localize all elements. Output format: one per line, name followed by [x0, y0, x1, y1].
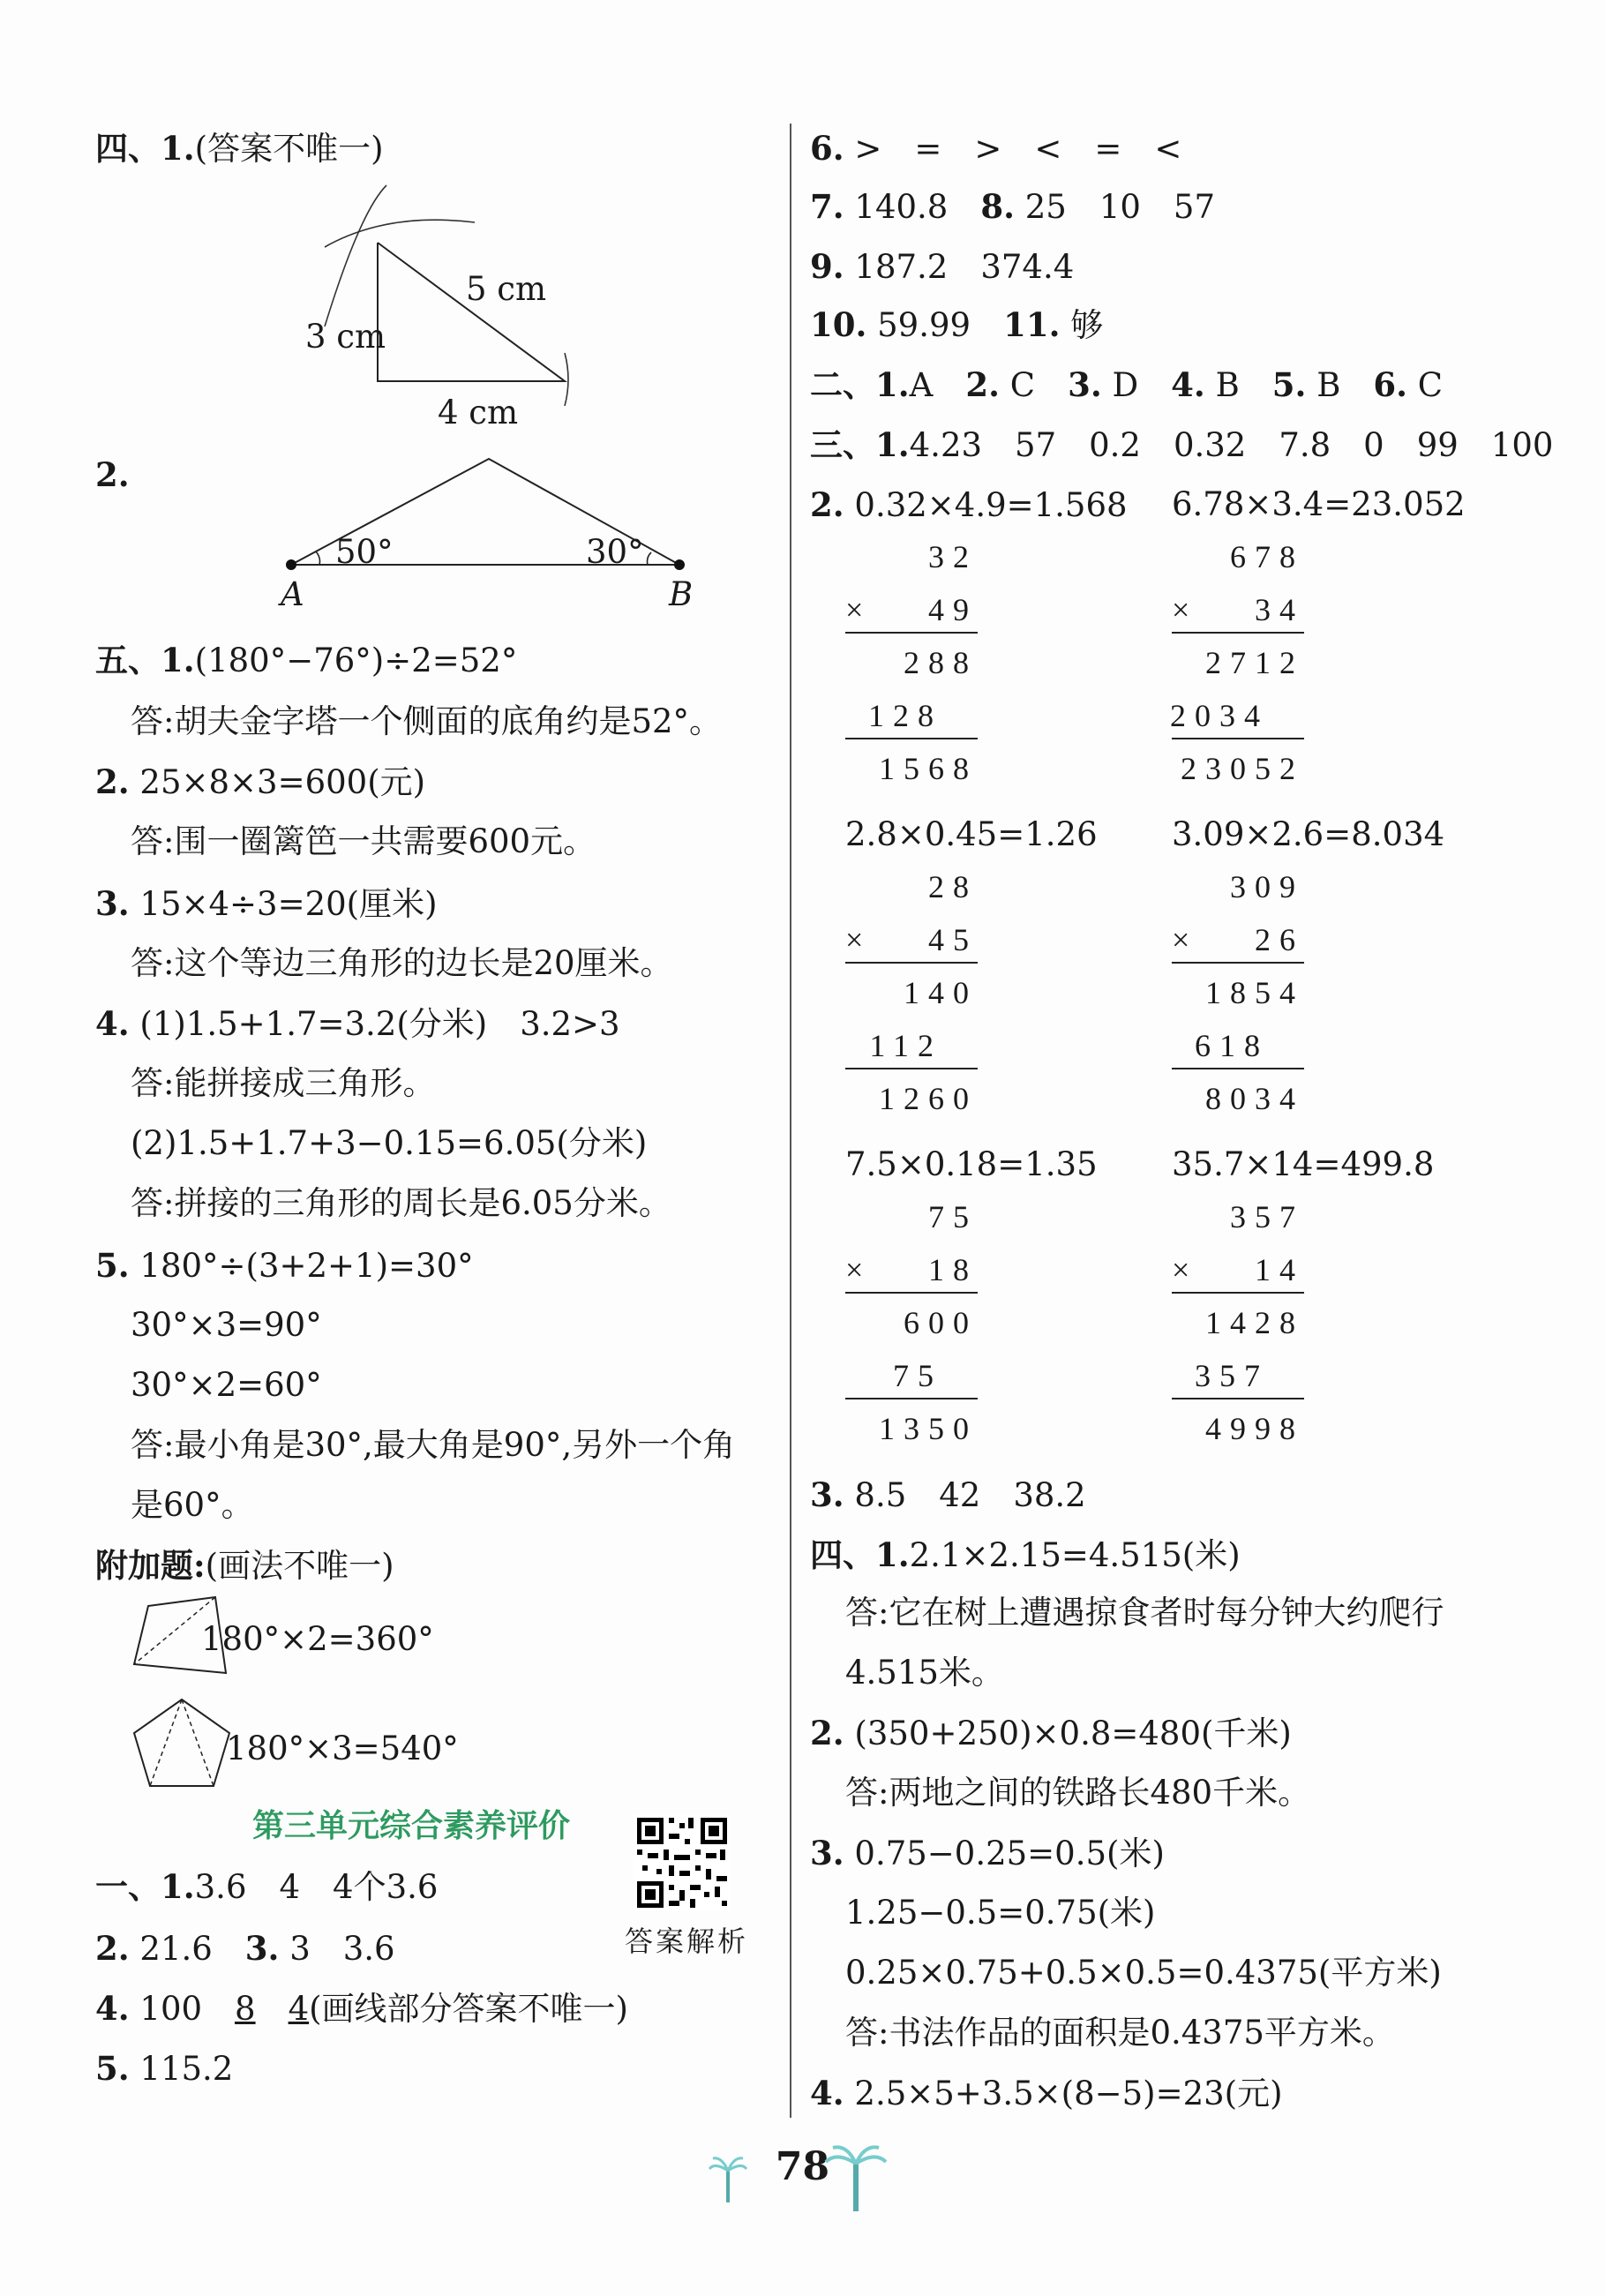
multiplier-row: 49	[928, 592, 978, 627]
digit-row: 357	[1230, 1199, 1304, 1234]
answer-text: 4.515米。	[845, 1654, 1004, 1692]
angle-a-label: 50°	[335, 533, 394, 571]
column-divider	[790, 124, 791, 2118]
digit-row: 1350	[879, 1411, 978, 1446]
calc-eq: 6.78×3.4=23.052	[1172, 485, 1466, 523]
q9: 9. 187.2 374.4	[810, 247, 1075, 286]
unit3-section-1-q1: 一、1.3.6 4 4个3.6	[95, 1867, 439, 1906]
section-3-q3: 3. 8.5 42 38.2	[810, 1475, 1086, 1514]
calc-rule-line	[845, 738, 978, 739]
digit-row: 32	[928, 539, 978, 574]
times-sign: ×	[1172, 922, 1190, 957]
section-4-q2: 2. (350+250)×0.8=480(千米)	[810, 1714, 1292, 1752]
section-5-q5: 5. 180°÷(3+2+1)=30°	[95, 1246, 474, 1285]
digit-row: 1568	[879, 751, 978, 786]
unit3-section-1-q4: 4. 100 8 4(画线部分答案不唯一)	[95, 1989, 628, 2028]
unit3-section-1-q5: 5. 115.2	[95, 2049, 234, 2088]
calc-rule-line	[845, 1068, 978, 1069]
calc-rule-line	[845, 1398, 978, 1399]
unit-title: 第三单元综合素养评价	[252, 1808, 571, 1844]
digit-row: 618	[1195, 1028, 1269, 1063]
answer-text: 答:能拼接成三角形。	[131, 1064, 436, 1102]
digit-row: 8034	[1205, 1081, 1304, 1116]
calc-rule-line	[1172, 1068, 1304, 1069]
digit-row: 678	[1230, 539, 1304, 574]
vertical-multiplication	[845, 1198, 978, 1481]
point-a-label: A	[281, 575, 304, 613]
section-5-q4: 4. (1)1.5+1.7=3.2(分米) 3.2>3	[95, 1004, 620, 1043]
expr-text: 30°×3=90°	[131, 1306, 322, 1344]
qr-label: 答案解析	[625, 1925, 749, 1958]
section-4-q4: 4. 2.5×5+3.5×(8−5)=23(元)	[810, 2074, 1283, 2112]
answer-text: 答:它在树上遭遇掠食者时每分钟大约爬行	[845, 1594, 1444, 1632]
vertical-multiplication	[845, 538, 978, 821]
tri1-vert-label: 3 cm	[305, 318, 386, 356]
digit-row: 309	[1230, 869, 1304, 904]
digit-row: 288	[904, 645, 978, 680]
expr-text: 30°×2=60°	[131, 1366, 322, 1404]
vertical-multiplication	[1172, 1198, 1304, 1481]
digit-row: 75	[893, 1358, 942, 1393]
page-number: 78	[775, 2144, 830, 2189]
times-sign: ×	[845, 592, 864, 627]
digit-row: 28	[928, 869, 978, 904]
calc-eq: 3.09×2.6=8.034	[1172, 815, 1445, 853]
multiplier-row: 26	[1255, 922, 1304, 957]
calc-rule-line	[1172, 962, 1304, 964]
answer-text: 答:胡夫金字塔一个侧面的底角约是52°。	[131, 702, 723, 740]
point-b-label: B	[669, 575, 694, 613]
answer-text: 答:书法作品的面积是0.4375平方米。	[845, 2014, 1395, 2052]
expr-text: (2)1.5+1.7+3−0.15=6.05(分米)	[131, 1124, 648, 1162]
calc-rule-line	[845, 962, 978, 964]
calc-eq: 35.7×14=499.8	[1172, 1145, 1435, 1183]
multiplier-row: 18	[928, 1252, 978, 1287]
vertical-multiplication	[1172, 868, 1304, 1151]
digit-row: 1260	[879, 1081, 978, 1116]
section-5-q3: 3. 15×4÷3=20(厘米)	[95, 884, 438, 923]
answer-text: 答:这个等边三角形的边长是20厘米。	[131, 944, 673, 982]
digit-row: 1854	[1205, 975, 1304, 1010]
multiplier-row: 45	[928, 922, 978, 957]
tri1-hyp-label: 5 cm	[466, 270, 547, 308]
vertical-multiplication	[845, 868, 978, 1151]
section-4-q3: 3. 0.75−0.25=0.5(米)	[810, 1834, 1165, 1872]
page-footer	[0, 2144, 1605, 2189]
section-4-q1: 四、1.(答案不唯一)	[95, 129, 384, 168]
expr-text: 1.25−0.5=0.75(米)	[845, 1894, 1156, 1932]
calc-rule-line	[845, 632, 978, 634]
times-sign: ×	[845, 922, 864, 957]
calc-rule-line	[1172, 738, 1304, 739]
answer-text: 答:拼接的三角形的周长是6.05分米。	[131, 1184, 671, 1222]
section-3-q2: 2. 0.32×4.9=1.568	[810, 485, 1128, 524]
digit-row: 357	[1195, 1358, 1269, 1393]
digit-row: 75	[928, 1199, 978, 1234]
q6: 6. > = > < = <	[810, 129, 1182, 168]
q10-q11: 10. 59.99 11. 够	[810, 305, 1104, 344]
answer-text: 答:两地之间的铁路长480千米。	[845, 1774, 1311, 1812]
tri1-horiz-label: 4 cm	[438, 394, 519, 431]
digit-row: 2712	[1205, 645, 1304, 680]
times-sign: ×	[1172, 1252, 1190, 1287]
angle-b-label: 30°	[586, 533, 644, 571]
q7-q8: 7. 140.8 8. 25 10 57	[810, 187, 1215, 226]
extra-question: 附加题:(画法不唯一)	[95, 1546, 394, 1585]
section-5-q2: 2. 25×8×3=600(元)	[95, 762, 426, 801]
multiplier-row: 34	[1255, 592, 1304, 627]
digit-row: 1428	[1205, 1305, 1304, 1340]
digit-row: 23052	[1181, 751, 1304, 786]
vertical-multiplication	[1172, 538, 1304, 821]
digit-row: 140	[904, 975, 978, 1010]
palm-tree-icon	[706, 2151, 750, 2204]
section-2-answers: 二、1.A 2. C 3. D 4. B 5. B 6. C	[810, 365, 1444, 404]
digit-row: 112	[869, 1028, 942, 1063]
answer-text: 是60°。	[131, 1486, 254, 1524]
calc-rule-line	[1172, 1398, 1304, 1399]
section-5-q1: 五、1.(180°−76°)÷2=52°	[95, 641, 518, 679]
section-3-q1: 三、1.4.23 57 0.2 0.32 7.8 0 99 100	[810, 425, 1554, 464]
extra-eq-1: 180°×2=360°	[201, 1620, 434, 1658]
calc-eq: 2.8×0.45=1.26	[845, 815, 1098, 853]
section-4-q1: 四、1.2.1×2.15=4.515(米)	[810, 1535, 1241, 1574]
times-sign: ×	[1172, 592, 1190, 627]
answer-text: 答:最小角是30°,最大角是90°,另外一个角	[131, 1426, 736, 1464]
digit-row: 2034	[1170, 698, 1269, 733]
times-sign: ×	[845, 1252, 864, 1287]
extra-eq-2: 180°×3=540°	[226, 1730, 459, 1767]
palm-tree-icon	[821, 2139, 891, 2213]
multiplier-row: 14	[1255, 1252, 1304, 1287]
unit3-section-1-q2-q3: 2. 21.6 3. 3 3.6	[95, 1929, 395, 1968]
calc-rule-line	[845, 1292, 978, 1294]
section-4-q2: 2.	[95, 455, 130, 494]
answer-text: 答:围一圈篱笆一共需要600元。	[131, 822, 596, 860]
digit-row: 4998	[1205, 1411, 1304, 1446]
digit-row: 600	[904, 1305, 978, 1340]
digit-row: 128	[868, 698, 942, 733]
calc-rule-line	[1172, 632, 1304, 634]
calc-rule-line	[1172, 1292, 1304, 1294]
pentagon-figure	[129, 1694, 235, 1791]
qr-code[interactable]	[634, 1814, 731, 1911]
calc-eq: 7.5×0.18=1.35	[845, 1145, 1098, 1183]
expr-text: 0.25×0.75+0.5×0.5=0.4375(平方米)	[845, 1954, 1442, 1992]
